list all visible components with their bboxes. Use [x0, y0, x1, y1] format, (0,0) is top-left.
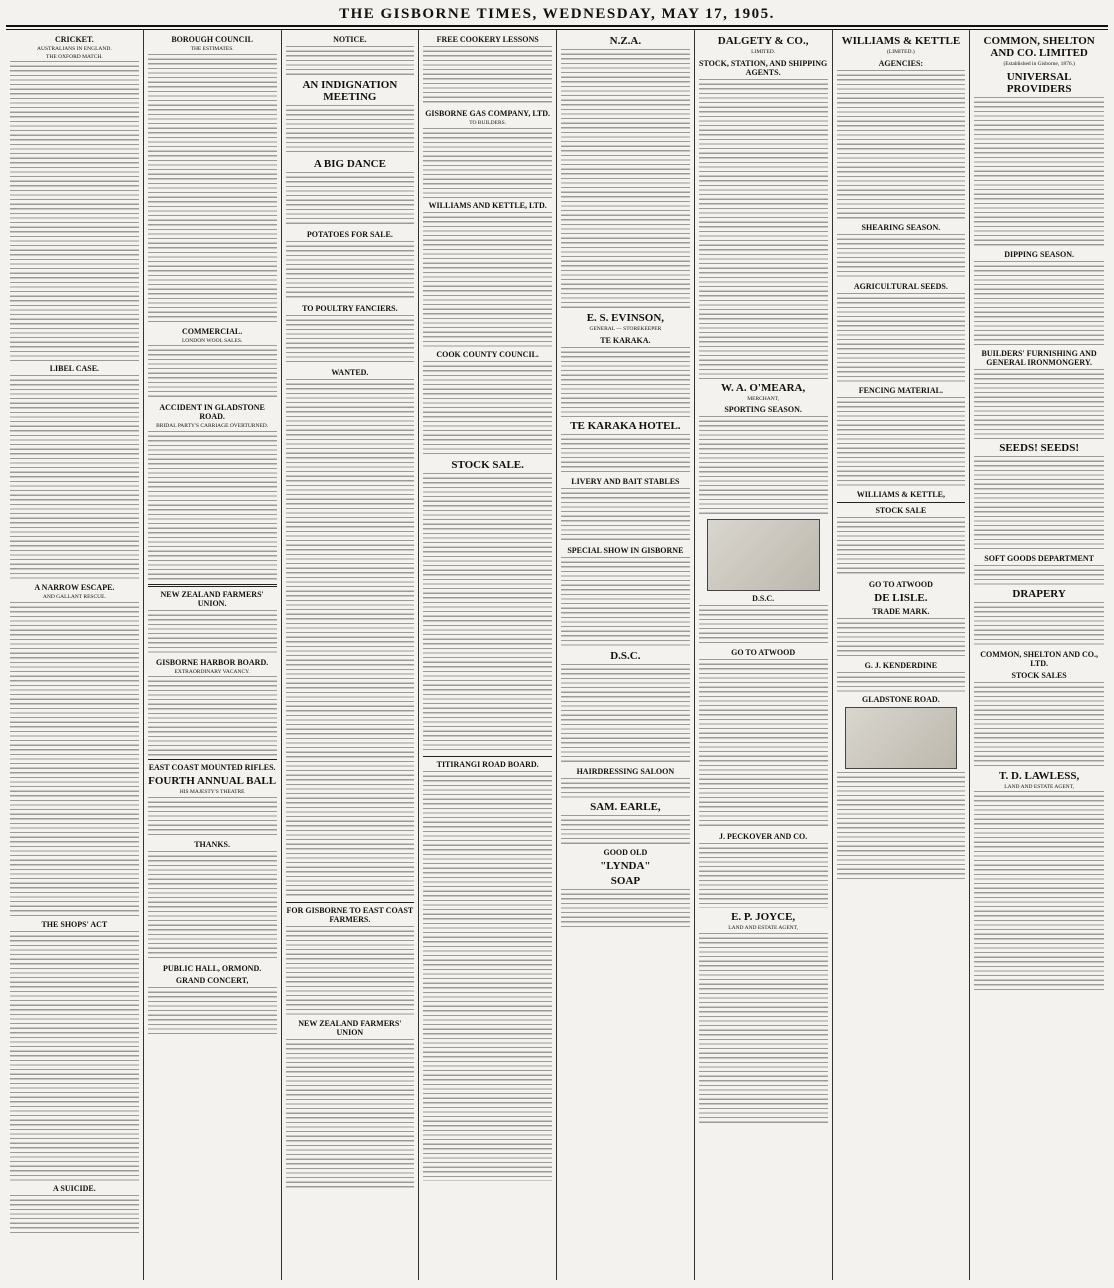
notice-text	[423, 128, 552, 198]
headline-hairdressing: HAIRDRESSING SALOON	[576, 766, 675, 776]
headline-harbor-board: GISBORNE HARBOR BOARD.	[156, 657, 269, 667]
ad-text	[561, 889, 690, 929]
ad-text	[974, 565, 1104, 585]
subhead-limited-2: (LIMITED.)	[887, 49, 915, 55]
headline-builders-furnishing: BUILDERS' FURNISHING AND GENERAL IRONMONGERY.	[981, 348, 1097, 367]
headline-atwood: GO TO ATWOOD	[731, 648, 796, 657]
headline-peckover: J. PECKOVER AND CO.	[719, 832, 808, 841]
headline-livery-stables: LIVERY AND BAIT STABLES	[571, 476, 680, 486]
notice-text	[148, 851, 277, 961]
ad-text	[837, 397, 966, 487]
headline-cricket: CRICKET.	[55, 35, 94, 44]
notice-text	[286, 172, 415, 227]
columns	[6, 29, 1108, 1280]
column-5	[557, 30, 695, 1280]
headline-lawless: T. D. LAWLESS,	[999, 769, 1080, 782]
column-4	[419, 30, 557, 1280]
headline-agricultural-seeds: AGRICULTURAL SEEDS.	[853, 281, 948, 291]
notice-text	[423, 771, 552, 1181]
notice-text	[286, 315, 415, 365]
headline-public-hall: PUBLIC HALL, ORMOND.	[163, 963, 262, 973]
ad-text	[561, 347, 690, 417]
newspaper-page	[6, 4, 1108, 1280]
headline-farmers-union: NEW ZEALAND FARMERS' UNION.	[160, 589, 264, 608]
subhead-land-agent: LAND AND ESTATE AGENT,	[728, 925, 798, 931]
subhead-gallant-rescue: AND GALLANT RESCUE.	[42, 594, 106, 600]
headline-libel-case: LIBEL CASE.	[49, 364, 100, 373]
ad-text	[561, 488, 690, 543]
furniture-illustration	[707, 519, 820, 591]
building-illustration	[845, 707, 958, 769]
column-6	[695, 30, 833, 1280]
notice-text	[423, 212, 552, 347]
subhead-theatre: HIS MAJESTY'S THEATRE	[179, 789, 245, 795]
article-text	[10, 375, 139, 580]
article-text	[148, 431, 277, 581]
article-text	[148, 54, 277, 324]
headline-accident: ACCIDENT IN GLADSTONE ROAD.	[159, 403, 265, 421]
headline-nz-farmers-union: NEW ZEALAND FARMERS' UNION	[298, 1019, 402, 1037]
headline-potatoes: POTATOES FOR SALE.	[306, 230, 393, 239]
ad-text	[561, 557, 690, 647]
headline-sam-earle: SAM. EARLE,	[590, 800, 661, 813]
ad-text	[837, 618, 966, 658]
ad-text	[699, 659, 828, 829]
headline-cook-county: COOK COUNTY COUNCIL.	[436, 349, 539, 359]
headline-agencies: AGENCIES:	[878, 58, 924, 68]
ad-text	[837, 70, 966, 220]
headline-notice: NOTICE.	[333, 35, 367, 44]
ad-text	[561, 664, 690, 764]
notice-text	[423, 46, 552, 106]
notice-text	[286, 926, 415, 1016]
ad-text	[974, 97, 1104, 247]
headline-gas-company: GISBORNE GAS COMPANY, LTD.	[425, 109, 551, 118]
ad-text	[699, 933, 828, 1123]
headline-atwood-2: GO TO ATWOOD	[868, 579, 933, 589]
headline-annual-ball: FOURTH ANNUAL BALL	[148, 775, 277, 787]
headline-omeara: W. A. O'MEARA,	[721, 381, 806, 394]
ad-text	[974, 602, 1104, 647]
headline-seeds: SEEDS! SEEDS!	[999, 441, 1080, 454]
headline-common-shelton-2: COMMON, SHELTON AND CO., LTD.	[980, 649, 1099, 668]
headline-commercial: COMMERCIAL.	[182, 326, 243, 336]
notice-text	[286, 105, 415, 155]
ad-text	[561, 434, 690, 474]
ad-text	[974, 456, 1104, 551]
headline-dsc-2: D.S.C.	[752, 594, 775, 603]
notice-text	[286, 241, 415, 301]
notice-text	[286, 46, 415, 76]
column-3	[282, 30, 420, 1280]
headline-nza: N.Z.A.	[609, 35, 642, 47]
ad-text	[974, 791, 1104, 991]
ad-text	[837, 517, 966, 577]
headline-special-show: SPECIAL SHOW IN GISBORNE	[567, 545, 684, 555]
ad-text	[974, 682, 1104, 767]
headline-williams-kettle-2: WILLIAMS & KETTLE,	[856, 489, 945, 499]
subhead-builders: TO BUILDERS.	[469, 120, 507, 126]
headline-narrow-escape: A NARROW ESCAPE.	[34, 583, 115, 592]
ad-text	[837, 234, 966, 279]
headline-cookery-lessons: FREE COOKERY LESSONS	[436, 35, 539, 44]
headline-de-lisle: DE LISLE.	[874, 591, 928, 604]
headline-fencing: FENCING MATERIAL.	[858, 385, 944, 395]
headline-grand-concert: GRAND CONCERT,	[175, 975, 249, 985]
ad-text	[699, 79, 828, 379]
sale-listing	[423, 473, 552, 753]
headline-soft-goods: SOFT GOODS DEPARTMENT	[984, 553, 1094, 563]
subhead-merchant: MERCHANT,	[747, 395, 780, 402]
headline-dsc: D.S.C.	[610, 649, 641, 662]
headline-wanted: WANTED.	[331, 368, 369, 377]
headline-kenderdine: G. J. KENDERDINE	[864, 660, 938, 670]
subhead-limited: LIMITED.	[751, 49, 776, 55]
headline-stock-sale: STOCK SALE.	[451, 458, 524, 471]
headline-common-shelton: COMMON, SHELTON AND CO. LIMITED	[983, 35, 1095, 59]
ad-text	[974, 261, 1104, 346]
headline-soap: SOAP	[610, 874, 641, 887]
ad-text	[561, 815, 690, 845]
headline-big-dance: A BIG DANCE	[313, 158, 386, 170]
headline-suicide: A SUICIDE.	[53, 1183, 96, 1193]
headline-evinson: E. S. EVINSON,	[586, 312, 665, 324]
headline-indignation-meeting: AN INDIGNATION MEETING	[302, 79, 398, 103]
column-1	[6, 30, 144, 1280]
headline-stock-sales: STOCK SALES	[1011, 670, 1067, 680]
headline-borough-council: BOROUGH COUNCIL	[171, 35, 253, 44]
headline-good-old: GOOD OLD	[603, 847, 648, 857]
subhead-estimates: THE ESTIMATES.	[190, 46, 234, 52]
subhead-bridal-party: BRIDAL PARTY'S CARRIAGE OVERTURNED.	[156, 423, 269, 429]
subhead-oxford-match: THE OXFORD MATCH.	[46, 53, 103, 60]
subhead-land-agent-2: LAND AND ESTATE AGENT,	[1004, 783, 1074, 790]
ad-text	[837, 672, 966, 692]
notice-text	[148, 987, 277, 1037]
article-text	[148, 345, 277, 400]
ad-text	[699, 605, 828, 645]
headline-universal-providers: UNIVERSAL PROVIDERS	[1006, 70, 1072, 95]
masthead: THE GISBORNE TIMES, WEDNESDAY, MAY 17, 1905.	[6, 4, 1108, 27]
headline-shearing-season: SHEARING SEASON.	[861, 222, 941, 232]
ad-text	[699, 843, 828, 908]
headline-gladstone-road: GLADSTONE ROAD.	[862, 694, 940, 704]
notice-text	[148, 797, 277, 837]
column-8	[970, 30, 1108, 1280]
headline-lynda: "LYNDA"	[600, 859, 651, 872]
headline-te-karaka-hotel: TE KARAKA HOTEL.	[570, 419, 681, 432]
ad-text	[837, 772, 966, 882]
classified-text	[286, 379, 415, 899]
headline-poultry: TO POULTRY FANCIERS.	[302, 304, 398, 313]
headline-joyce: E. P. JOYCE,	[731, 911, 796, 923]
headline-titirangi: TITIRANGI ROAD BOARD.	[436, 759, 539, 769]
headline-shipping-agents: STOCK, STATION, AND SHIPPING AGENTS.	[699, 58, 828, 77]
headline-sporting-season: SPORTING SEASON.	[724, 405, 802, 414]
subhead-australians: AUSTRALIANS IN ENGLAND.	[37, 46, 112, 52]
notice-text	[148, 610, 277, 655]
notice-text	[286, 1039, 415, 1189]
subhead-storekeeper: GENERAL — STOREKEEPER	[589, 326, 662, 332]
headline-stock-sale-2: STOCK SALE	[875, 505, 927, 515]
column-7	[833, 30, 971, 1280]
subhead-wool-sales: LONDON WOOL SALES.	[181, 337, 243, 344]
ad-text	[561, 778, 690, 798]
headline-williams-kettle: WILLIAMS AND KETTLE, LTD.	[428, 200, 547, 210]
headline-shops-act: THE SHOPS' ACT	[41, 919, 108, 929]
headline-thanks: THANKS.	[194, 839, 231, 849]
subhead-vacancy: EXTRAORDINARY VACANCY.	[174, 668, 250, 675]
headline-drapery: DRAPERY	[1012, 587, 1066, 600]
ad-text	[561, 49, 690, 309]
notice-text	[423, 361, 552, 456]
headline-east-coast-farmers: FOR GISBORNE TO EAST COAST FARMERS.	[286, 906, 414, 924]
article-text	[10, 1195, 139, 1235]
ad-text	[837, 293, 966, 383]
headline-williams-kettle-ad: WILLIAMS & KETTLE	[841, 35, 961, 47]
article-text	[10, 602, 139, 917]
article-text	[10, 61, 139, 361]
column-2	[144, 30, 282, 1280]
headline-trade-mark: TRADE MARK.	[872, 606, 930, 616]
headline-dalgety: DALGETY & CO.,	[717, 35, 809, 47]
notice-text	[148, 676, 277, 756]
headline-dipping-season: DIPPING SEASON.	[1004, 249, 1075, 259]
ad-text	[974, 369, 1104, 439]
subhead-established: (Established in Gisborne, 1876.)	[1003, 61, 1075, 67]
article-text	[10, 931, 139, 1181]
ad-text	[699, 416, 828, 516]
headline-mounted-rifles: EAST COAST MOUNTED RIFLES.	[148, 763, 276, 772]
subhead-te-karaka: TE KARAKA.	[600, 335, 651, 345]
